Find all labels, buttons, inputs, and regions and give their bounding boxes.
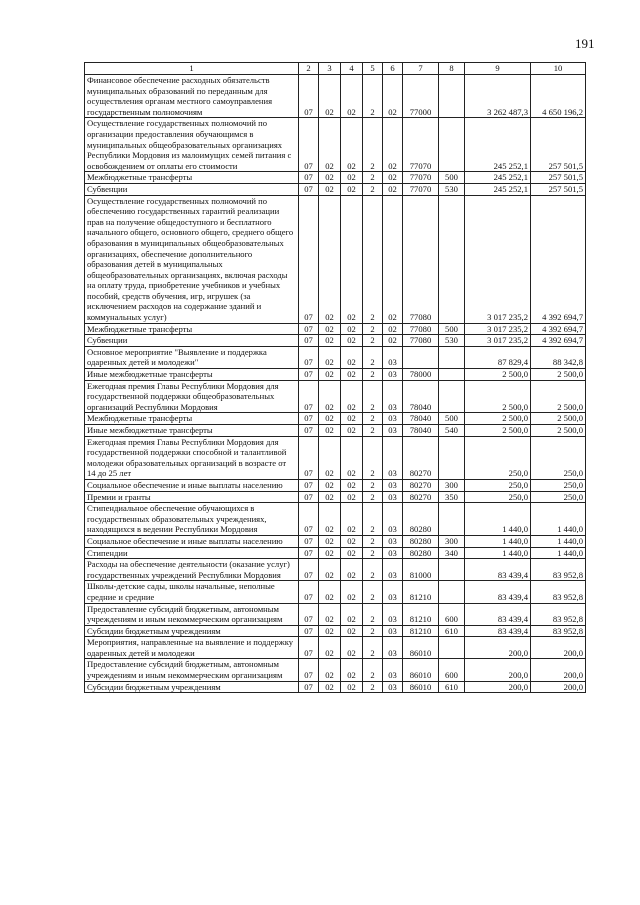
expense-type-cell: 300 (439, 479, 465, 491)
section-code-cell: 02 (319, 659, 341, 681)
amount-year1-cell: 1 440,0 (465, 535, 531, 547)
section-code-cell: 02 (319, 559, 341, 581)
section-code-cell: 02 (319, 425, 341, 437)
amount-year1-cell: 83 439,4 (465, 603, 531, 625)
target-article-cell: 77080 (403, 323, 439, 335)
amount-year1-cell: 1 440,0 (465, 547, 531, 559)
subprogram-code-cell: 03 (383, 479, 403, 491)
table-row (85, 603, 586, 625)
subprogram-code-cell: 03 (383, 346, 403, 368)
row-name-cell: Субсидии бюджетным учреждениям (85, 625, 299, 637)
amount-year1-cell: 2 500,0 (465, 380, 531, 413)
subprogram-code-cell: 02 (383, 118, 403, 172)
chapter-code-cell: 07 (299, 581, 319, 603)
target-article-cell: 80270 (403, 479, 439, 491)
chapter-code-cell: 07 (299, 659, 319, 681)
subsection-code-cell: 02 (341, 559, 363, 581)
target-article-cell: 80280 (403, 547, 439, 559)
chapter-code-cell: 07 (299, 335, 319, 347)
subprogram-code-cell: 03 (383, 581, 403, 603)
table-row (85, 75, 586, 118)
amount-year2-cell: 1 440,0 (531, 503, 586, 536)
program-code-cell: 2 (363, 183, 383, 195)
table-row (85, 425, 586, 437)
row-name-cell: Субвенции (85, 183, 299, 195)
target-article-cell: 78040 (403, 425, 439, 437)
program-code-cell: 2 (363, 491, 383, 503)
program-code-cell: 2 (363, 172, 383, 184)
amount-year2-cell: 2 500,0 (531, 369, 586, 381)
table-row (85, 535, 586, 547)
program-code-cell: 2 (363, 547, 383, 559)
expense-type-cell (439, 380, 465, 413)
subprogram-code-cell: 03 (383, 659, 403, 681)
chapter-code-cell: 07 (299, 535, 319, 547)
program-code-cell: 2 (363, 637, 383, 659)
expense-type-cell: 540 (439, 425, 465, 437)
amount-year1-cell: 2 500,0 (465, 413, 531, 425)
subprogram-code-cell: 03 (383, 491, 403, 503)
chapter-code-cell: 07 (299, 625, 319, 637)
table-row (85, 479, 586, 491)
table-row (85, 413, 586, 425)
program-code-cell: 2 (363, 118, 383, 172)
amount-year2-cell: 200,0 (531, 681, 586, 693)
amount-year1-cell: 3 017 235,2 (465, 335, 531, 347)
row-name-cell: Межбюджетные трансферты (85, 172, 299, 184)
subprogram-code-cell: 02 (383, 323, 403, 335)
table-row (85, 118, 586, 172)
row-name-cell: Ежегодная премия Главы Республики Мордовия для государственной поддержки способной и талантливой молодежи образовательных организаций в возрасте от 14 до 25 лет (85, 436, 299, 479)
column-header: 7 (403, 63, 439, 75)
amount-year1-cell: 200,0 (465, 637, 531, 659)
section-code-cell: 02 (319, 603, 341, 625)
section-code-cell: 02 (319, 75, 341, 118)
expense-type-cell (439, 503, 465, 536)
table-row (85, 380, 586, 413)
target-article-cell: 81210 (403, 581, 439, 603)
chapter-code-cell: 07 (299, 503, 319, 536)
target-article-cell (403, 346, 439, 368)
amount-year2-cell: 83 952,8 (531, 559, 586, 581)
subsection-code-cell: 02 (341, 425, 363, 437)
amount-year1-cell: 3 017 235,2 (465, 195, 531, 323)
program-code-cell: 2 (363, 425, 383, 437)
amount-year2-cell: 257 501,5 (531, 118, 586, 172)
program-code-cell: 2 (363, 603, 383, 625)
table-row (85, 681, 586, 693)
amount-year1-cell: 250,0 (465, 479, 531, 491)
section-code-cell: 02 (319, 172, 341, 184)
subprogram-code-cell: 03 (383, 436, 403, 479)
amount-year2-cell: 200,0 (531, 637, 586, 659)
chapter-code-cell: 07 (299, 603, 319, 625)
amount-year2-cell: 200,0 (531, 659, 586, 681)
table-header (85, 63, 586, 75)
expense-type-cell: 500 (439, 413, 465, 425)
subsection-code-cell: 02 (341, 369, 363, 381)
expense-type-cell: 340 (439, 547, 465, 559)
table-row (85, 195, 586, 323)
program-code-cell: 2 (363, 195, 383, 323)
target-article-cell: 77000 (403, 75, 439, 118)
subsection-code-cell: 02 (341, 183, 363, 195)
amount-year1-cell: 83 439,4 (465, 625, 531, 637)
chapter-code-cell: 07 (299, 323, 319, 335)
program-code-cell: 2 (363, 323, 383, 335)
subprogram-code-cell: 03 (383, 425, 403, 437)
subprogram-code-cell: 03 (383, 637, 403, 659)
program-code-cell: 2 (363, 436, 383, 479)
program-code-cell: 2 (363, 75, 383, 118)
amount-year1-cell: 200,0 (465, 681, 531, 693)
section-code-cell: 02 (319, 335, 341, 347)
subsection-code-cell: 02 (341, 581, 363, 603)
amount-year2-cell: 83 952,8 (531, 625, 586, 637)
program-code-cell: 2 (363, 380, 383, 413)
subprogram-code-cell: 03 (383, 380, 403, 413)
chapter-code-cell: 07 (299, 380, 319, 413)
section-code-cell: 02 (319, 346, 341, 368)
subprogram-code-cell: 03 (383, 535, 403, 547)
chapter-code-cell: 07 (299, 346, 319, 368)
row-name-cell: Осуществление государственных полномочий по обеспечению государственных гарантий реализации прав на получение общедоступного и бесплатного начального общего, основного общего, среднего общего образования в муниципальных общеобразовательных организациях, обеспечение дополнительного образования детей в муниципальных общеобразовательных организациях, включая расходы на оплату труда, приобретение учебников и учебных пособий, средств обучения, игр, игрушек (за исключением расходов на содержание зданий и коммунальных услуг) (85, 195, 299, 323)
section-code-cell: 02 (319, 369, 341, 381)
row-name-cell: Стипендиальное обеспечение обучающихся в государственных образовательных учреждениях, находящихся в ведении Республики Мордовия (85, 503, 299, 536)
table-row (85, 323, 586, 335)
chapter-code-cell: 07 (299, 559, 319, 581)
subsection-code-cell: 02 (341, 625, 363, 637)
target-article-cell: 80280 (403, 503, 439, 536)
section-code-cell: 02 (319, 535, 341, 547)
subprogram-code-cell: 03 (383, 559, 403, 581)
expense-type-cell (439, 581, 465, 603)
section-code-cell: 02 (319, 195, 341, 323)
table-row (85, 625, 586, 637)
amount-year2-cell: 250,0 (531, 436, 586, 479)
subsection-code-cell: 02 (341, 503, 363, 536)
amount-year2-cell: 4 392 694,7 (531, 335, 586, 347)
expense-type-cell (439, 369, 465, 381)
target-article-cell: 81210 (403, 603, 439, 625)
amount-year2-cell: 4 650 196,2 (531, 75, 586, 118)
chapter-code-cell: 07 (299, 479, 319, 491)
expense-type-cell: 610 (439, 625, 465, 637)
amount-year2-cell: 257 501,5 (531, 183, 586, 195)
program-code-cell: 2 (363, 479, 383, 491)
row-name-cell: Иные межбюджетные трансферты (85, 425, 299, 437)
chapter-code-cell: 07 (299, 413, 319, 425)
chapter-code-cell: 07 (299, 75, 319, 118)
section-code-cell: 02 (319, 380, 341, 413)
target-article-cell: 77070 (403, 118, 439, 172)
row-name-cell: Предоставление субсидий бюджетным, автономным учреждениям и иным некоммерческим организациям (85, 659, 299, 681)
program-code-cell: 2 (363, 659, 383, 681)
amount-year2-cell: 1 440,0 (531, 535, 586, 547)
expense-type-cell: 530 (439, 183, 465, 195)
chapter-code-cell: 07 (299, 183, 319, 195)
section-code-cell: 02 (319, 479, 341, 491)
amount-year2-cell: 2 500,0 (531, 413, 586, 425)
expense-type-cell: 500 (439, 172, 465, 184)
subsection-code-cell: 02 (341, 681, 363, 693)
row-name-cell: Предоставление субсидий бюджетным, автономным учреждениям и иным некоммерческим организациям (85, 603, 299, 625)
target-article-cell: 86010 (403, 659, 439, 681)
program-code-cell: 2 (363, 581, 383, 603)
expense-type-cell (439, 559, 465, 581)
section-code-cell: 02 (319, 625, 341, 637)
section-code-cell: 02 (319, 503, 341, 536)
target-article-cell: 77070 (403, 172, 439, 184)
expense-type-cell: 500 (439, 323, 465, 335)
row-name-cell: Финансовое обеспечение расходных обязательств муниципальных образований по переданным для осуществления органам местного самоуправления государственным полномочиям (85, 75, 299, 118)
expense-type-cell (439, 195, 465, 323)
section-code-cell: 02 (319, 183, 341, 195)
subsection-code-cell: 02 (341, 637, 363, 659)
subprogram-code-cell: 03 (383, 503, 403, 536)
target-article-cell: 81000 (403, 559, 439, 581)
target-article-cell: 80270 (403, 436, 439, 479)
subsection-code-cell: 02 (341, 323, 363, 335)
amount-year2-cell: 4 392 694,7 (531, 323, 586, 335)
expense-type-cell: 530 (439, 335, 465, 347)
subsection-code-cell: 02 (341, 547, 363, 559)
header-row (85, 63, 586, 75)
amount-year2-cell: 4 392 694,7 (531, 195, 586, 323)
table-row (85, 346, 586, 368)
program-code-cell: 2 (363, 535, 383, 547)
column-header: 8 (439, 63, 465, 75)
column-header: 3 (319, 63, 341, 75)
expense-type-cell (439, 637, 465, 659)
amount-year1-cell: 3 262 487,3 (465, 75, 531, 118)
target-article-cell: 86010 (403, 637, 439, 659)
amount-year2-cell: 2 500,0 (531, 425, 586, 437)
amount-year1-cell: 250,0 (465, 436, 531, 479)
subsection-code-cell: 02 (341, 413, 363, 425)
subsection-code-cell: 02 (341, 195, 363, 323)
subprogram-code-cell: 02 (383, 75, 403, 118)
table-row (85, 183, 586, 195)
section-code-cell: 02 (319, 323, 341, 335)
subprogram-code-cell: 03 (383, 681, 403, 693)
target-article-cell: 80270 (403, 491, 439, 503)
table-row (85, 172, 586, 184)
subprogram-code-cell: 03 (383, 625, 403, 637)
subsection-code-cell: 02 (341, 479, 363, 491)
subsection-code-cell: 02 (341, 380, 363, 413)
subsection-code-cell: 02 (341, 75, 363, 118)
row-name-cell: Мероприятия, направленные на выявление и поддержку одаренных детей и молодежи (85, 637, 299, 659)
subprogram-code-cell: 03 (383, 603, 403, 625)
expense-type-cell (439, 436, 465, 479)
amount-year2-cell: 83 952,8 (531, 603, 586, 625)
section-code-cell: 02 (319, 547, 341, 559)
section-code-cell: 02 (319, 118, 341, 172)
row-name-cell: Межбюджетные трансферты (85, 413, 299, 425)
program-code-cell: 2 (363, 369, 383, 381)
target-article-cell: 80280 (403, 535, 439, 547)
section-code-cell: 02 (319, 681, 341, 693)
amount-year1-cell: 245 252,1 (465, 172, 531, 184)
subsection-code-cell: 02 (341, 436, 363, 479)
amount-year2-cell: 1 440,0 (531, 547, 586, 559)
expense-type-cell: 300 (439, 535, 465, 547)
section-code-cell: 02 (319, 637, 341, 659)
column-header: 2 (299, 63, 319, 75)
amount-year1-cell: 2 500,0 (465, 425, 531, 437)
subprogram-code-cell: 03 (383, 413, 403, 425)
table-row (85, 369, 586, 381)
row-name-cell: Осуществление государственных полномочий по организации предоставления обучающимся в муниципальных общеобразовательных организациях Республики Мордовия из малоимущих семей питания с освобождением от оплаты его стоимости (85, 118, 299, 172)
chapter-code-cell: 07 (299, 369, 319, 381)
subsection-code-cell: 02 (341, 118, 363, 172)
budget-table (84, 62, 586, 693)
expense-type-cell: 600 (439, 659, 465, 681)
table-body (85, 75, 586, 693)
subsection-code-cell: 02 (341, 603, 363, 625)
target-article-cell: 77070 (403, 183, 439, 195)
page-number: 191 (575, 36, 595, 51)
row-name-cell: Социальное обеспечение и иные выплаты населению (85, 535, 299, 547)
row-name-cell: Основное мероприятие "Выявление и поддержка одаренных детей и молодежи" (85, 346, 299, 368)
chapter-code-cell: 07 (299, 195, 319, 323)
subprogram-code-cell: 02 (383, 335, 403, 347)
chapter-code-cell: 07 (299, 118, 319, 172)
row-name-cell: Премии и гранты (85, 491, 299, 503)
expense-type-cell (439, 346, 465, 368)
amount-year2-cell: 88 342,8 (531, 346, 586, 368)
subsection-code-cell: 02 (341, 659, 363, 681)
amount-year2-cell: 250,0 (531, 491, 586, 503)
row-name-cell: Иные межбюджетные трансферты (85, 369, 299, 381)
expense-type-cell (439, 75, 465, 118)
subsection-code-cell: 02 (341, 172, 363, 184)
expense-type-cell: 600 (439, 603, 465, 625)
column-header: 6 (383, 63, 403, 75)
section-code-cell: 02 (319, 436, 341, 479)
row-name-cell: Ежегодная премия Главы Республики Мордовия для государственной поддержки общеобразовательных организаций Республики Мордовия (85, 380, 299, 413)
chapter-code-cell: 07 (299, 547, 319, 559)
table-row (85, 547, 586, 559)
row-name-cell: Социальное обеспечение и иные выплаты населению (85, 479, 299, 491)
program-code-cell: 2 (363, 413, 383, 425)
amount-year1-cell: 200,0 (465, 659, 531, 681)
amount-year1-cell: 245 252,1 (465, 118, 531, 172)
expense-type-cell: 610 (439, 681, 465, 693)
subprogram-code-cell: 02 (383, 172, 403, 184)
table-row (85, 436, 586, 479)
table-row (85, 491, 586, 503)
target-article-cell: 77080 (403, 195, 439, 323)
column-header: 1 (85, 63, 299, 75)
expense-type-cell: 350 (439, 491, 465, 503)
row-name-cell: Субсидии бюджетным учреждениям (85, 681, 299, 693)
row-name-cell: Субвенции (85, 335, 299, 347)
amount-year1-cell: 83 439,4 (465, 581, 531, 603)
subsection-code-cell: 02 (341, 535, 363, 547)
table-row (85, 503, 586, 536)
section-code-cell: 02 (319, 491, 341, 503)
amount-year2-cell: 257 501,5 (531, 172, 586, 184)
amount-year1-cell: 2 500,0 (465, 369, 531, 381)
program-code-cell: 2 (363, 625, 383, 637)
subprogram-code-cell: 02 (383, 183, 403, 195)
amount-year1-cell: 87 829,4 (465, 346, 531, 368)
subsection-code-cell: 02 (341, 335, 363, 347)
target-article-cell: 77080 (403, 335, 439, 347)
table-row (85, 335, 586, 347)
program-code-cell: 2 (363, 335, 383, 347)
column-header: 10 (531, 63, 586, 75)
target-article-cell: 86010 (403, 681, 439, 693)
column-header: 5 (363, 63, 383, 75)
target-article-cell: 78040 (403, 380, 439, 413)
target-article-cell: 78040 (403, 413, 439, 425)
amount-year1-cell: 83 439,4 (465, 559, 531, 581)
program-code-cell: 2 (363, 559, 383, 581)
table-row (85, 637, 586, 659)
subsection-code-cell: 02 (341, 346, 363, 368)
program-code-cell: 2 (363, 503, 383, 536)
subprogram-code-cell: 03 (383, 547, 403, 559)
chapter-code-cell: 07 (299, 637, 319, 659)
column-header: 9 (465, 63, 531, 75)
subsection-code-cell: 02 (341, 491, 363, 503)
amount-year1-cell: 1 440,0 (465, 503, 531, 536)
column-header: 4 (341, 63, 363, 75)
chapter-code-cell: 07 (299, 172, 319, 184)
chapter-code-cell: 07 (299, 425, 319, 437)
amount-year1-cell: 245 252,1 (465, 183, 531, 195)
program-code-cell: 2 (363, 681, 383, 693)
table-row (85, 559, 586, 581)
row-name-cell: Стипендии (85, 547, 299, 559)
amount-year1-cell: 3 017 235,2 (465, 323, 531, 335)
row-name-cell: Школы-детские сады, школы начальные, неполные средние и средние (85, 581, 299, 603)
chapter-code-cell: 07 (299, 491, 319, 503)
chapter-code-cell: 07 (299, 681, 319, 693)
amount-year2-cell: 250,0 (531, 479, 586, 491)
table-row (85, 581, 586, 603)
section-code-cell: 02 (319, 581, 341, 603)
amount-year1-cell: 250,0 (465, 491, 531, 503)
target-article-cell: 78000 (403, 369, 439, 381)
row-name-cell: Расходы на обеспечение деятельности (оказание услуг) государственных учреждений Республики Мордовия (85, 559, 299, 581)
subprogram-code-cell: 03 (383, 369, 403, 381)
table-row (85, 659, 586, 681)
amount-year2-cell: 2 500,0 (531, 380, 586, 413)
row-name-cell: Межбюджетные трансферты (85, 323, 299, 335)
amount-year2-cell: 83 952,8 (531, 581, 586, 603)
program-code-cell: 2 (363, 346, 383, 368)
expense-type-cell (439, 118, 465, 172)
subprogram-code-cell: 02 (383, 195, 403, 323)
chapter-code-cell: 07 (299, 436, 319, 479)
section-code-cell: 02 (319, 413, 341, 425)
target-article-cell: 81210 (403, 625, 439, 637)
